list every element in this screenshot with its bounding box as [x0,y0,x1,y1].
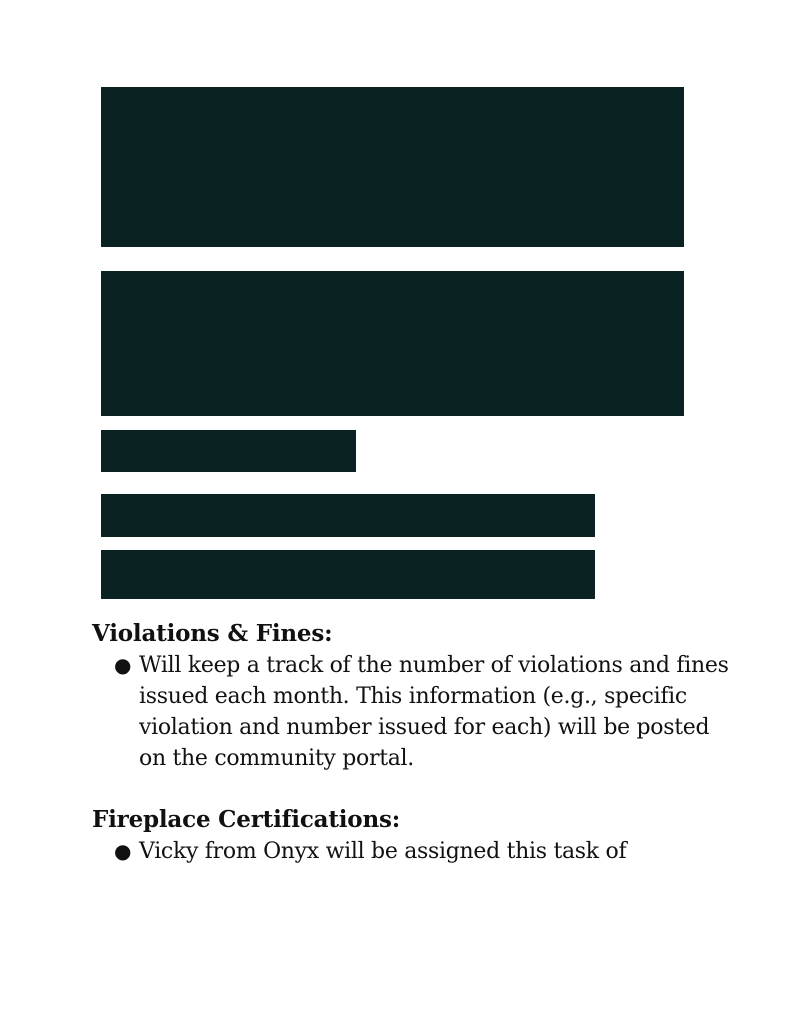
redacted-block [101,550,595,599]
section-heading: Violations & Fines: [92,620,333,647]
list-item-text: Will keep a track of the number of violations and fines issued each month. This information (e.g., specific violation and number issued for each) will be posted on the community portal. [139,653,729,771]
redacted-block [101,430,356,472]
list-item [92,650,732,774]
bullet-list [92,836,732,867]
fireplace-section [92,804,732,867]
redacted-block [101,87,684,247]
section-heading: Fireplace Certifications: [92,806,401,833]
bullet-icon: ● [114,653,132,677]
redacted-block [101,494,595,537]
list-item [92,836,732,867]
bullet-icon: ● [114,839,132,863]
redacted-block [101,271,684,416]
list-item-text: Vicky from Onyx will be assigned this task of [139,839,627,864]
bullet-list [92,650,732,774]
violations-section [92,618,732,774]
